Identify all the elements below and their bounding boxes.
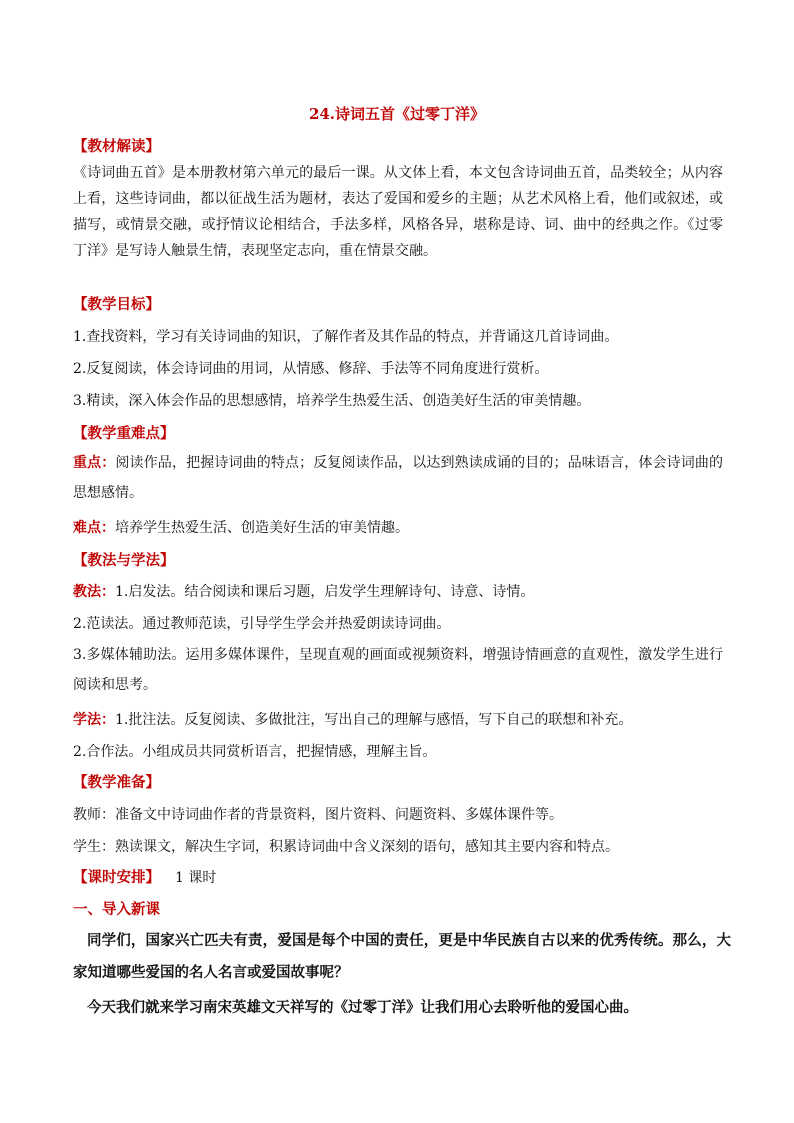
heading-schedule: 【课时安排】 (73, 869, 160, 886)
teach-method-item: 1.启发法。结合阅读和课后习题，启发学生理解诗句、诗意、诗情。 (115, 584, 535, 600)
heading-methods: 【教法与学法】 (73, 552, 175, 569)
heading-key-points: 【教学重难点】 (73, 425, 175, 442)
learn-method-label: 学法： (73, 712, 115, 728)
heading-reading: 【教材解读】 (73, 138, 160, 155)
learn-method-item: 2.合作法。小组成员共同赏析语言，把握情感，理解主旨。 (73, 744, 437, 760)
learn-method-item: 1.批注法。反复阅读、多做批注，写出自己的理解与感悟，写下自己的联想和补充。 (115, 712, 633, 728)
hard-point-text: 培养学生热爱生活、创造美好生活的审美情趣。 (115, 520, 409, 536)
teach-method-label: 教法： (73, 584, 115, 600)
goal-item: 1.查找资料，学习有关诗词曲的知识，了解作者及其作品的特点，并背诵这几首诗词曲。 (73, 329, 619, 345)
intro-paragraph-2: 今天我们就来学习南宋英雄文天祥写的《过零丁洋》让我们用心去聆听他的爱国心曲。 (87, 999, 638, 1016)
page-title: 24.诗词五首《过零丁洋》 (308, 105, 486, 123)
teach-method-item: 3.多媒体辅助法。运用多媒体课件，呈现直观的画面或视频资料，增强诗情画意的直观性，激发学生进行阅读和思考。 (73, 647, 723, 693)
key-point-paragraph (73, 448, 723, 508)
intro-paragraph-1: 同学们，国家兴亡匹夫有责，爱国是每个中国的责任，更是中华民族自古以来的优秀传统。那么，大家知道哪些爱国的名人名言或爱国故事呢？ (73, 932, 731, 981)
schedule-value: 1 课时 (175, 870, 217, 886)
learn-method-line (73, 709, 632, 729)
heading-goals: 【教学目标】 (73, 296, 160, 313)
reading-paragraph: 《诗词曲五首》是本册教材第六单元的最后一课。从文体上看，本文包含诗词曲五首，品类较全；从内容上看，这些诗词曲，都以征战生活为题材，表达了爱国和爱乡的主题；从艺术风格上看，他们或叙述，或描写，或情景交融，或抒情议论相结合，手法多样，风格各异，堪称是诗、词、曲中的经典之作。《过零丁洋》是写诗人触景生情，表现坚定志向，重在情景交融。 (73, 165, 723, 259)
heading-prep: 【教学准备】 (73, 774, 160, 791)
teach-method-line (73, 581, 534, 601)
key-point-text: 阅读作品，把握诗词曲的特点；反复阅读作品，以达到熟读成诵的目的；品味语言，体会诗词曲的思想感情。 (73, 455, 724, 501)
key-point-label: 重点： (73, 455, 116, 471)
heading-intro: 一、导入新课 (73, 901, 160, 918)
prep-student: 学生：熟读课文，解决生字词，积累诗词曲中含义深刻的语句，感知其主要内容和特点。 (73, 839, 619, 855)
hard-point-line (73, 517, 409, 537)
prep-teacher: 教师：准备文中诗词曲作者的背景资料，图片资料、问题资料、多媒体课件等。 (73, 807, 563, 823)
goal-item: 2.反复阅读，体会诗词曲的用词，从情感、修辞、手法等不同角度进行赏析。 (73, 361, 549, 377)
hard-point-label: 难点： (73, 520, 115, 536)
goal-item: 3.精读，深入体会作品的思想感情，培养学生热爱生活、创造美好生活的审美情趣。 (73, 393, 591, 409)
teach-method-item: 2.范读法。通过教师范读，引导学生学会并热爱朗读诗词曲。 (73, 616, 451, 632)
